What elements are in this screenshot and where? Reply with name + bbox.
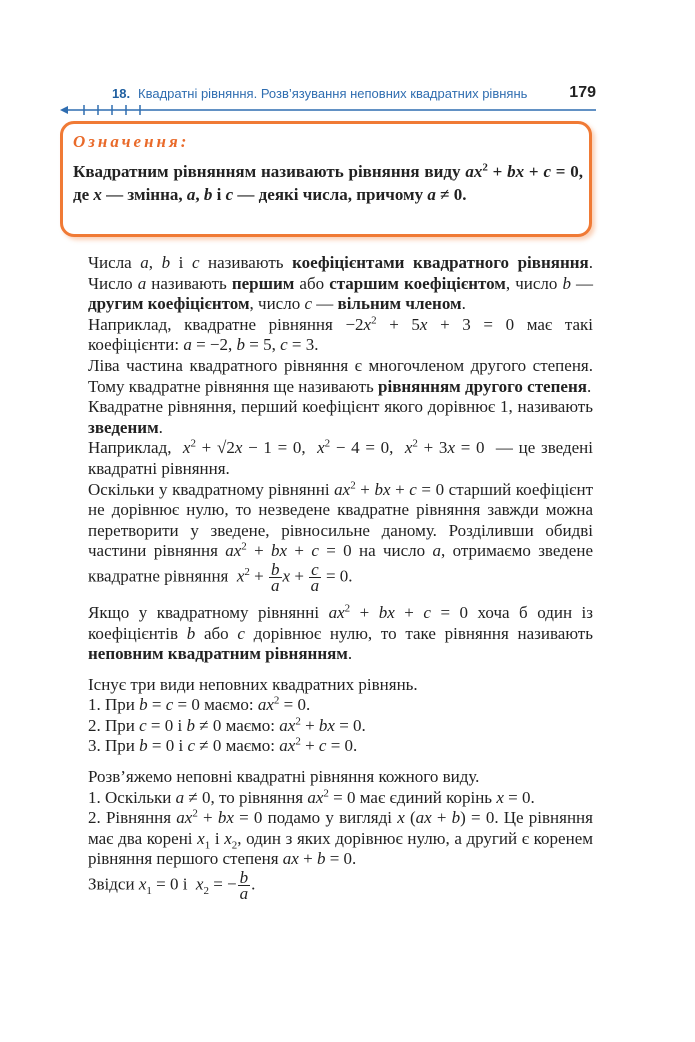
header-ruler <box>60 104 596 116</box>
section-number: 18. <box>112 86 131 101</box>
main-text <box>88 253 594 904</box>
section-title: Квадратні рівняння. Розв’язування неповних квадратних рівнянь <box>138 86 528 101</box>
paragraph-reduced: Квадратне рівняння, перший коефіцієнт якого дорівнює 1, називають зведеним. <box>88 397 593 437</box>
list-item-1: 1. При b = c = 0 маємо: $ax^2 = 0$. <box>88 694 311 715</box>
paragraph-second-degree: Ліва частина квадратного рівняння є многочленом другого степеня. Тому квадратне рівняння ще називають рівнянням другого степеня. <box>88 355 593 396</box>
solve-case-2-roots: Звідси $x_1 = 0$ і $x_2$ = − $\frac{b}{a}$ . <box>88 868 256 904</box>
page-number: 179 <box>569 84 596 101</box>
paragraph-incomplete: Якщо у квадратному рівнянні $ax^2$ + bx + c = 0 хоча б один із коефіцієнтів b або c дорівнює нулю, то таке рівняння називають неповним квадратним рівнянням. <box>88 602 593 664</box>
definition-box <box>60 121 592 237</box>
definition-text: Квадратним рівнянням називають рівняння виду $ax^2$ + bx + c = 0, де x — змінна, a, b і c — деякі числа, причому a ≠ 0. <box>73 161 584 204</box>
paragraph-solve: Розв’яжемо неповні квадратні рівняння кожного виду. <box>88 767 480 787</box>
paragraph-three-types: Існує три види неповних квадратних рівнянь. <box>88 674 418 694</box>
list-item-3: 3. При b = 0 і c ≠ 0 маємо: $ax^2 + c = 0$. <box>88 735 358 756</box>
paragraph-coefficients: Числа a, b і c називають коефіцієнтами квадратного рівняння. Число a називають першим або старшим коефіцієнтом, число b — другим коефіцієнтом, число c — вільним членом. <box>88 253 593 314</box>
solve-case-2: 2. Рівняння $ax^2$ + bx = 0 подамо у вигляді x (ax + b) = 0. Це рівняння має два корені $x_1$ і $x_2$, один з яких дорівнює нулю, а другий є коренем рівняння першого степеня ax + b = 0. <box>88 807 593 869</box>
paragraph-conversion: Оскільки у квадратному рівнянні $ax^2$ + bx + c = 0 старший коефіцієнт не дорівнює нулю, то незведене квадратне рівняння завжди можна перетворити у зведене, рівносильне даному. Розділивши обидві частини рівняння $ax^2$ + bx + c = 0 на число a, отримаємо зведене квадратне рівняння $x^2$ + $\frac{b}{a}$ x + $\frac{c}{a}$ = 0. <box>88 478 594 595</box>
paragraph-example-1: Наприклад, квадратне рівняння $-2x^2 + 5x + 3 = 0$ має такі коефіцієнти: a = −2, b = 5, c = 3. <box>88 314 593 355</box>
solve-case-1: 1. Оскільки a ≠ 0, то рівняння $ax^2 = 0$ має єдиний корінь x = 0. <box>88 787 535 807</box>
list-item-2: 2. При c = 0 і b ≠ 0 маємо: $ax^2$ + bx = 0. <box>88 715 366 735</box>
paragraph-example-2: Наприклад, $x^2 + √2x - 1 = 0$, $x^2 - 4 = 0$, $x^2 + 3x = 0$ — це зведені квадратні рівняння. <box>88 437 593 478</box>
page-header <box>112 84 596 106</box>
definition-heading: Означення: <box>73 132 190 151</box>
